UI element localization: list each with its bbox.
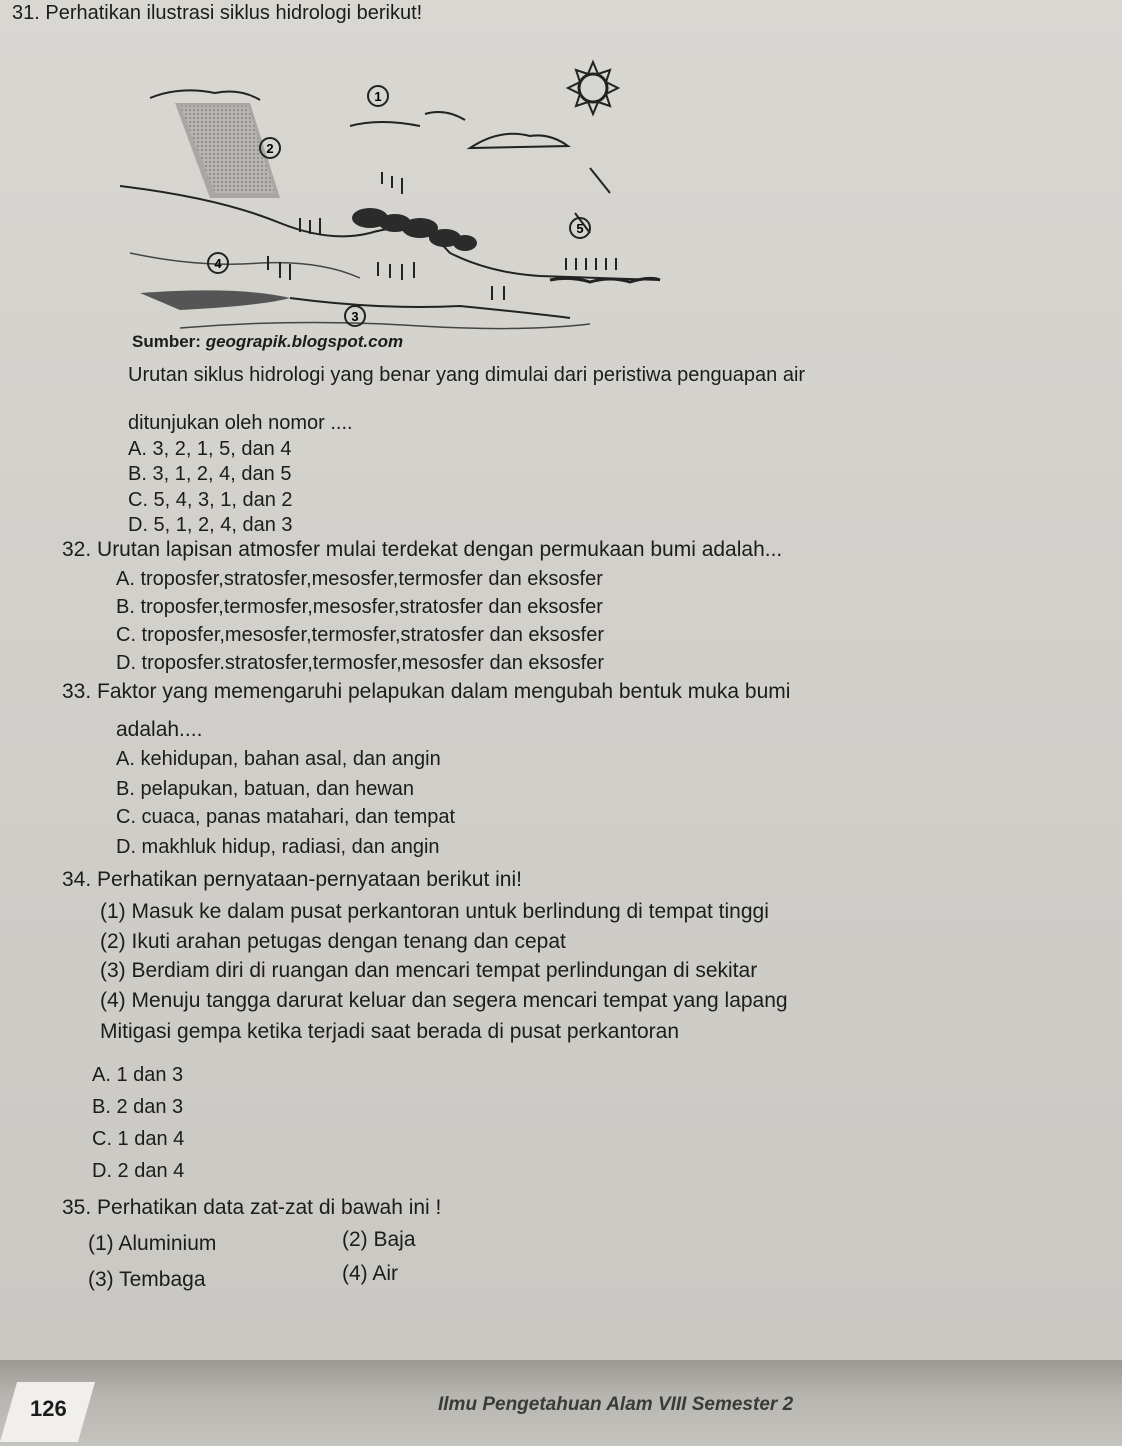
q33-option-a[interactable]: A. kehidupan, bahan asal, dan angin [116,748,441,770]
book-title: Ilmu Pengetahuan Alam VIII Semester 2 [438,1394,794,1415]
q34-option-b[interactable]: B. 2 dan 3 [92,1096,184,1118]
q34-statement-2: (2) Ikuti arahan petugas dengan tenang dan cepat [100,930,566,953]
q32-option-a[interactable]: A. troposfer,stratosfer,mesosfer,termosfer dan eksosfer [116,568,603,590]
q35-item-1: (1) Aluminium [88,1232,217,1255]
q34-statement-3: (3) Berdiam diri di ruangan dan mencari tempat perlindungan di sekitar [100,959,758,982]
q35-stem: 35. Perhatikan data zat-zat di bawah ini ! [62,1196,442,1219]
q31-stem-line-2: ditunjukan oleh nomor .... [128,412,353,434]
q31-option-b[interactable]: B. 3, 1, 2, 4, dan 5 [128,463,292,485]
q32-option-c[interactable]: C. troposfer,mesosfer,termosfer,stratosfer dan eksosfer [116,624,604,646]
q33-option-c[interactable]: C. cuaca, panas matahari, dan tempat [116,806,456,828]
sun-icon [568,62,618,114]
svg-text:4: 4 [214,256,222,271]
q34-statement-4: (4) Menuju tangga darurat keluar dan segera mencari tempat yang lapang [100,989,788,1012]
q35-item-4: (4) Air [342,1262,399,1285]
q32-option-b[interactable]: B. troposfer,termosfer,mesosfer,stratosfer dan eksosfer [116,596,603,618]
trees [352,208,477,251]
q32-stem: 32. Urutan lapisan atmosfer mulai terdekat dengan permukaan bumi adalah... [62,538,783,561]
q34-option-c[interactable]: C. 1 dan 4 [92,1128,185,1150]
source-label: Sumber: [132,332,206,351]
image-source [132,332,403,352]
svg-text:2: 2 [266,141,274,156]
marker-3 [345,306,365,326]
svg-text:5: 5 [576,221,584,236]
q33-stem-line-2: adalah.... [116,718,203,741]
q31-option-c[interactable]: C. 5, 4, 3, 1, dan 2 [128,489,293,511]
q33-stem-line-1: 33. Faktor yang memengaruhi pelapukan dalam mengubah bentuk muka bumi [62,680,791,703]
marker-1 [368,86,388,106]
page-number: 126 [30,1396,67,1421]
source-site: geograpik.blogspot.com [205,332,404,351]
q34-statement-1: (1) Masuk ke dalam pusat perkantoran untuk berlindung di tempat tinggi [100,900,769,923]
q34-option-a[interactable]: A. 1 dan 3 [92,1064,184,1086]
q35-item-3: (3) Tembaga [88,1268,206,1291]
q31-stem-line-1: Urutan siklus hidrologi yang benar yang dimulai dari peristiwa penguapan air [128,364,806,386]
marker-4 [208,253,228,273]
svg-text:1: 1 [374,89,382,104]
q32-option-d[interactable]: D. troposfer.stratosfer,termosfer,mesosfer dan eksosfer [116,652,604,674]
sea [550,278,660,282]
q31-option-a[interactable]: A. 3, 2, 1, 5, dan 4 [128,438,292,460]
q35-item-2: (2) Baja [342,1228,416,1251]
q33-option-b[interactable]: B. pelapukan, batuan, dan hewan [116,778,415,800]
q34-stem: 34. Perhatikan pernyataan-pernyataan berikut ini! [62,868,522,891]
q34-option-d[interactable]: D. 2 dan 4 [92,1160,185,1182]
q34-question: Mitigasi gempa ketika terjadi saat berada di pusat perkantoran [100,1020,679,1043]
svg-text:3: 3 [351,309,359,324]
q31-option-d[interactable]: D. 5, 1, 2, 4, dan 3 [128,514,293,536]
q33-option-d[interactable]: D. makhluk hidup, radiasi, dan angin [116,836,440,858]
hydrologic-cycle-diagram [120,48,680,358]
question-31-title: 31. Perhatikan ilustrasi siklus hidrologi berikut! [12,2,423,24]
